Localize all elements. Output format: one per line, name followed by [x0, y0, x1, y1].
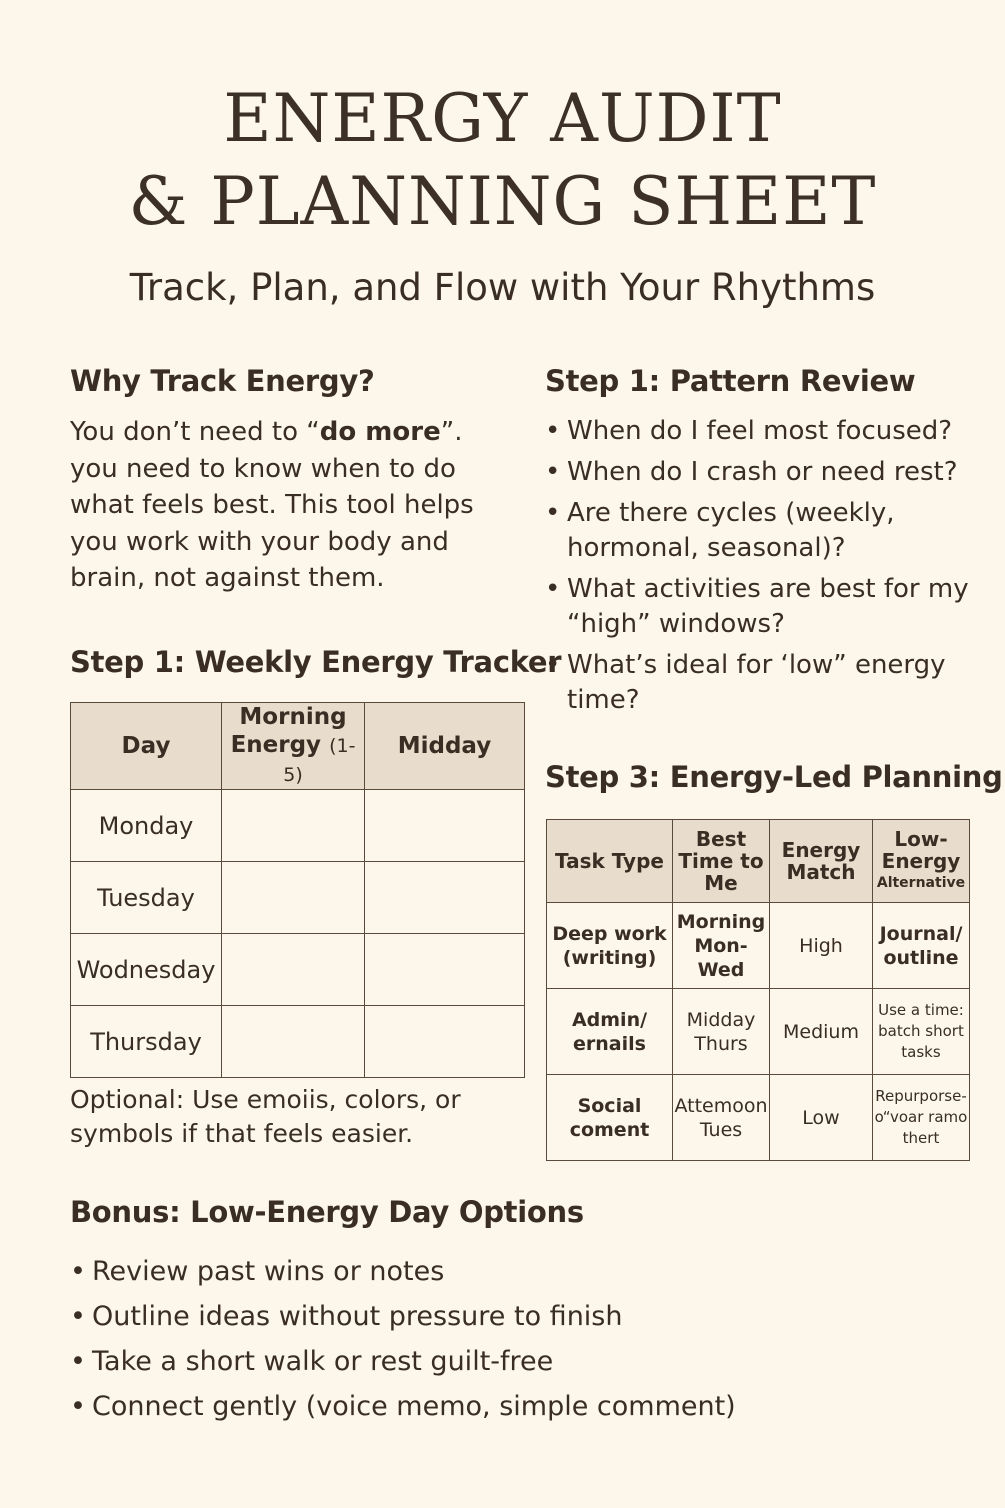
column-header-best-time: Best Time to Me [673, 820, 770, 903]
planning-heading: Step 3: Energy-Led Planning [545, 760, 1003, 794]
morning-energy-label: Morning Energy [230, 704, 347, 758]
midday-entry-cell[interactable] [365, 934, 525, 1006]
why-paragraph [70, 414, 490, 597]
why-heading: Why Track Energy? [70, 364, 375, 398]
why-text-post: ”. you need to know when to do what feels best. This tool helps you work with your body and brain, not against them. [70, 417, 474, 593]
time-cell: Attemoon Tues [673, 1075, 770, 1161]
list-item: • When do I feel most focused? [545, 414, 985, 449]
subtitle: Track, Plan, and Flow with Your Rhythms [129, 266, 876, 309]
energy-cell: Low [770, 1075, 873, 1161]
title-line-2: & PLANNING SHEET [128, 163, 877, 240]
energy-cell: Medium [770, 989, 873, 1075]
low-energy-label: Low-Energy [881, 827, 961, 873]
list-item: • When do I crash or need rest? [545, 455, 985, 490]
day-cell: Tuesday [71, 862, 222, 934]
task-cell: Social coment [547, 1075, 673, 1161]
morning-entry-cell[interactable] [222, 1006, 365, 1078]
day-cell: Thursday [71, 1006, 222, 1078]
weekly-tracker-table [70, 702, 525, 1078]
alternative-cell: Repurporse-o“voar ramo thert [873, 1075, 970, 1161]
list-item: • Review past wins or notes [70, 1249, 770, 1294]
list-item: • Outline ideas without pressure to finish [70, 1294, 770, 1339]
column-header-task-type: Task Type [547, 820, 673, 903]
tracker-heading: Step 1: Weekly Energy Tracker [70, 645, 562, 679]
day-cell: Monday [71, 790, 222, 862]
title-line-1: ENERGY AUDIT [223, 80, 782, 157]
time-cell: Midday Thurs [673, 989, 770, 1075]
energy-planning-table [546, 819, 970, 1161]
list-item: • Connect gently (voice memo, simple comment) [70, 1384, 770, 1429]
midday-entry-cell[interactable] [365, 862, 525, 934]
midday-entry-cell[interactable] [365, 790, 525, 862]
morning-scale-label: (1-5) [283, 735, 356, 786]
table-row [71, 862, 525, 934]
bonus-list [70, 1249, 770, 1429]
column-header-energy-match: Energy Match [770, 820, 873, 903]
list-item: • What activities are best for my “high” windows? [545, 572, 985, 642]
list-item: • Are there cycles (weekly, hormonal, seasonal)? [545, 496, 985, 566]
alternative-cell: Use a time: batch short tasks [873, 989, 970, 1075]
bonus-heading: Bonus: Low-Energy Day Options [70, 1195, 584, 1229]
list-item: • Take a short walk or rest guilt-free [70, 1339, 770, 1384]
optional-label: Optional: [70, 1085, 185, 1114]
list-item: • What’s ideal for ‘low” energy time? [545, 648, 985, 718]
time-cell: Morning Mon-Wed [673, 903, 770, 989]
why-text-pre: You don’t need to “ [70, 417, 320, 447]
column-header-midday: Midday [365, 703, 525, 790]
pattern-list [545, 414, 985, 724]
table-row [71, 1006, 525, 1078]
morning-entry-cell[interactable] [222, 934, 365, 1006]
column-header-day: Day [71, 703, 222, 790]
energy-cell: High [770, 903, 873, 989]
morning-entry-cell[interactable] [222, 790, 365, 862]
midday-entry-cell[interactable] [365, 1006, 525, 1078]
optional-note [70, 1083, 510, 1151]
table-row [71, 934, 525, 1006]
table-row [71, 790, 525, 862]
table-row [547, 989, 970, 1075]
column-header-morning [222, 703, 365, 790]
optional-text: Use emoiis, colors, or symbols if that feels easier. [70, 1085, 461, 1148]
task-cell: Admin/ ernails [547, 989, 673, 1075]
column-header-low-energy [873, 820, 970, 903]
alternative-label: Alternative [876, 875, 966, 891]
pattern-heading: Step 1: Pattern Review [545, 364, 916, 398]
task-cell: Deep work (writing) [547, 903, 673, 989]
table-row [547, 1075, 970, 1161]
why-text-bold: do more [319, 417, 441, 447]
alternative-cell: Journal/ outline [873, 903, 970, 989]
morning-entry-cell[interactable] [222, 862, 365, 934]
table-row [547, 903, 970, 989]
day-cell: Wodnesday [71, 934, 222, 1006]
